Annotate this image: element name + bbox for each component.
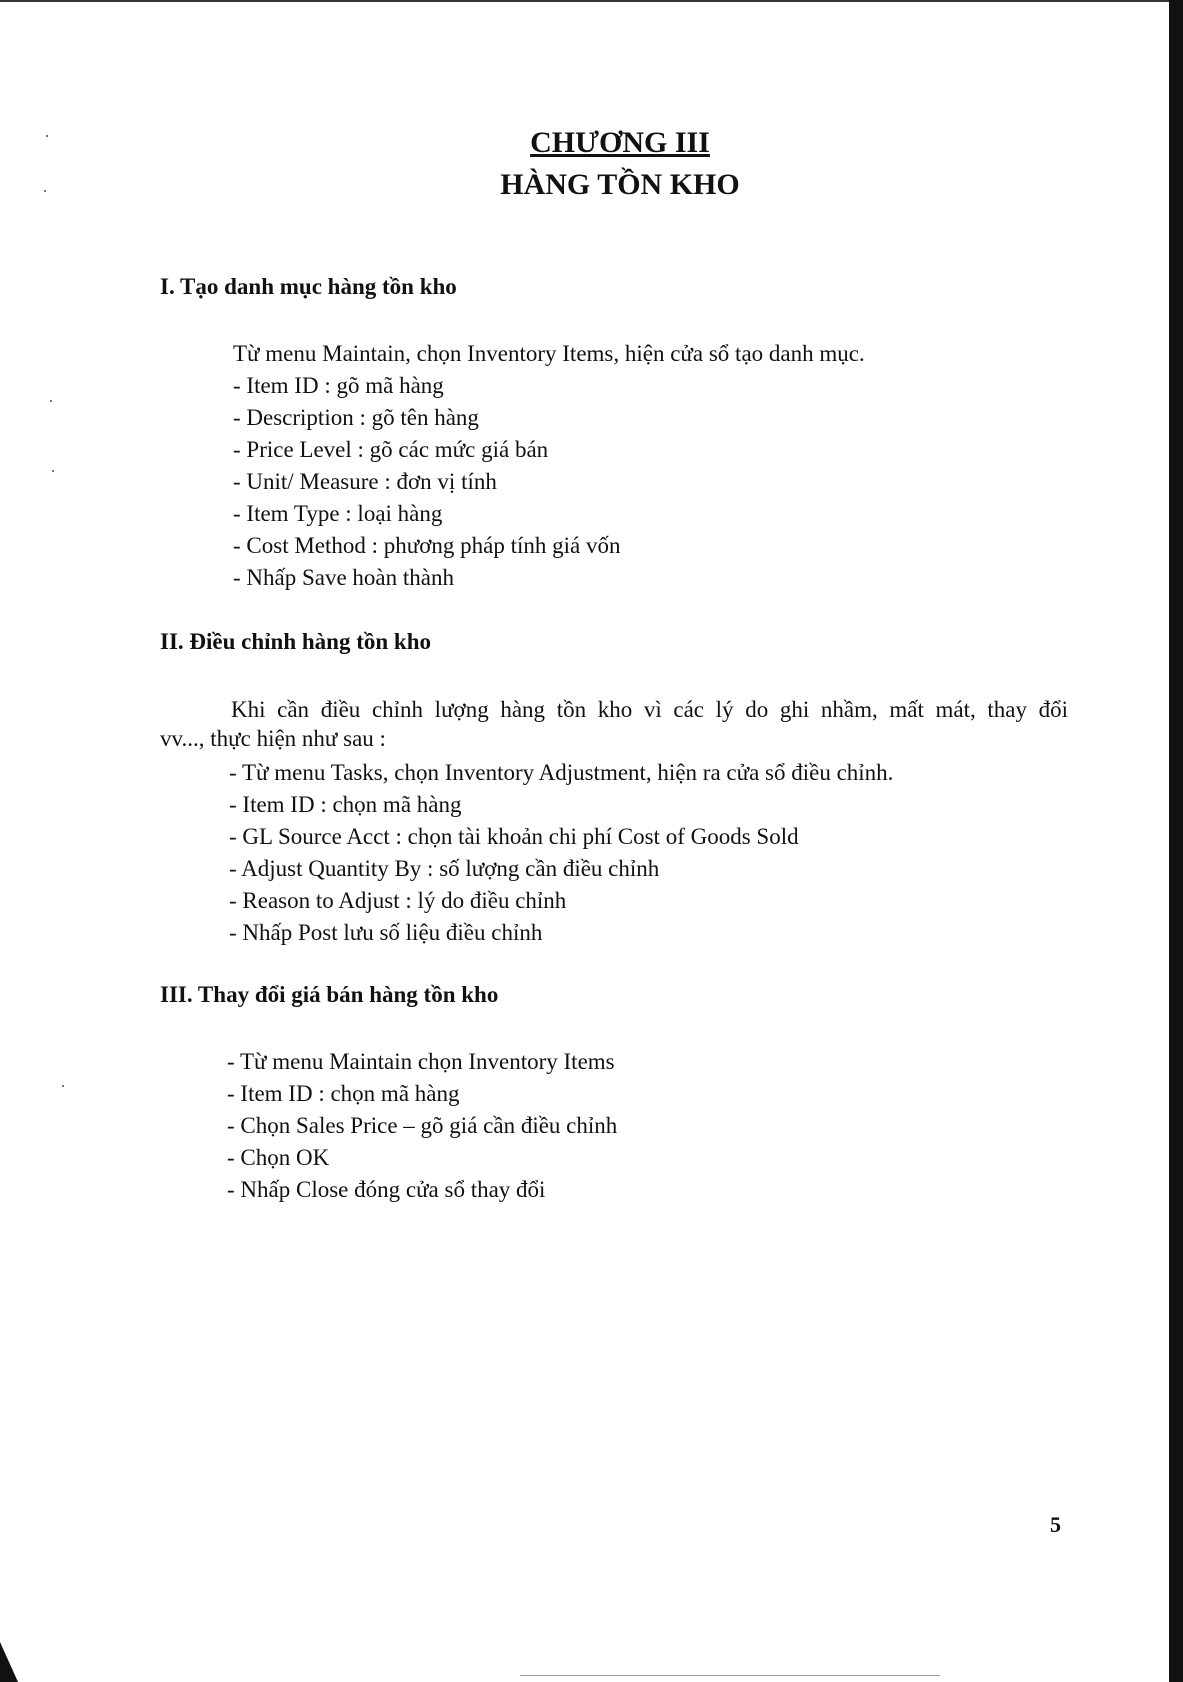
list-item: - Adjust Quantity By : số lượng cần điều chỉnh <box>229 856 660 881</box>
section-intro: Khi cần điều chỉnh lượng hàng tồn kho vì các lý do ghi nhầm, mất mát, thay đổi <box>231 697 1068 722</box>
list-item: - Từ menu Maintain chọn Inventory Items <box>227 1049 615 1074</box>
list-item: - Nhấp Close đóng cửa sổ thay đổi <box>227 1177 546 1202</box>
scan-bottom-line <box>520 1675 940 1676</box>
list-item: - Item ID : chọn mã hàng <box>227 1081 460 1106</box>
list-item: - Nhấp Post lưu số liệu điều chỉnh <box>229 920 543 945</box>
list-item: - Price Level : gõ các mức giá bán <box>233 437 549 462</box>
list-item: - GL Source Acct : chọn tài khoản chi phí Cost of Goods Sold <box>229 824 799 849</box>
scan-speck <box>52 470 54 472</box>
scan-right-edge <box>1169 0 1183 1682</box>
list-item: - Cost Method : phương pháp tính giá vốn <box>233 533 621 558</box>
list-item: - Từ menu Tasks, chọn Inventory Adjustment, hiện ra cửa sổ điều chỉnh. <box>229 760 894 785</box>
chapter-number: CHƯƠNG III <box>530 126 710 159</box>
section-heading: III. Thay đổi giá bán hàng tồn kho <box>160 982 499 1007</box>
list-item: - Item ID : chọn mã hàng <box>229 792 462 817</box>
scan-speck <box>50 400 52 402</box>
list-item: - Chọn OK <box>227 1145 330 1170</box>
list-item: - Chọn Sales Price – gõ giá cần điều chỉnh <box>227 1113 618 1138</box>
list-item: - Description : gõ tên hàng <box>233 405 479 430</box>
list-item: - Reason to Adjust : lý do điều chỉnh <box>229 888 567 913</box>
scan-speck <box>62 1085 64 1087</box>
section-intro: Từ menu Maintain, chọn Inventory Items, hiện cửa sổ tạo danh mục. <box>233 341 865 366</box>
section-heading: I. Tạo danh mục hàng tồn kho <box>160 274 457 299</box>
section-heading: II. Điều chỉnh hàng tồn kho <box>160 629 431 654</box>
scan-corner <box>0 1642 18 1682</box>
list-item: - Item ID : gõ mã hàng <box>233 373 444 398</box>
list-item: - Item Type : loại hàng <box>233 501 443 526</box>
list-item: - Unit/ Measure : đơn vị tính <box>233 469 497 494</box>
section-intro-continued: vv..., thực hiện như sau : <box>160 726 386 751</box>
list-item: - Nhấp Save hoàn thành <box>233 565 454 590</box>
chapter-title: HÀNG TỒN KHO <box>500 168 740 201</box>
page-number: 5 <box>1050 1512 1061 1537</box>
scan-top-edge <box>0 0 1183 2</box>
